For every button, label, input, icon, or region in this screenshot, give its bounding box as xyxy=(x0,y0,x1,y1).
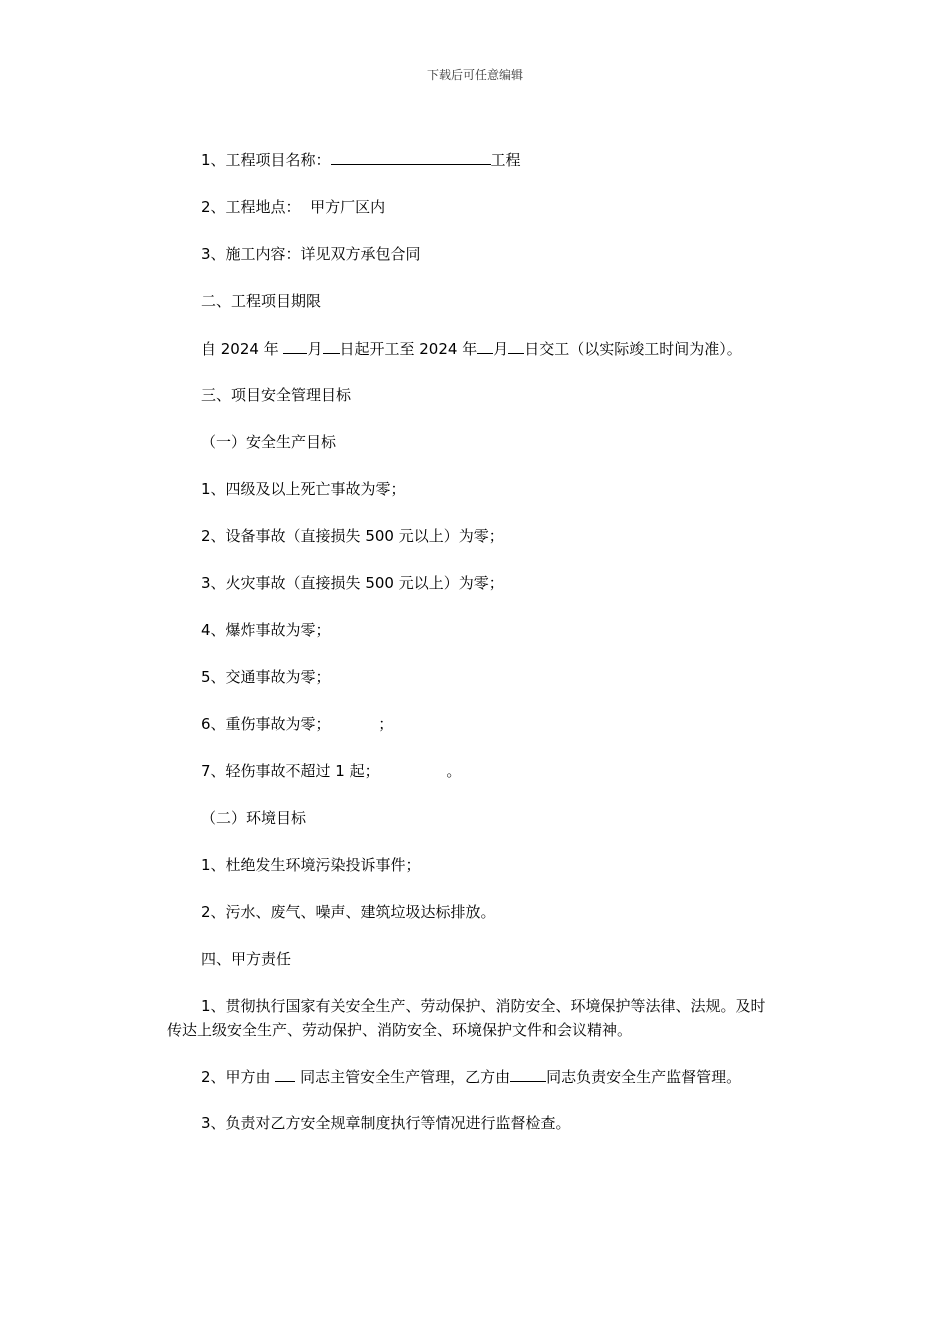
safety-goal-6: 6、重伤事故为零； ； xyxy=(201,715,394,733)
subheading-environment: （二）环境目标 xyxy=(201,809,307,827)
safety-goal-2: 2、设备事故（直接损失 500 元以上）为零； xyxy=(201,527,504,545)
end-month-blank xyxy=(477,336,493,354)
environment-goal-1: 1、杜绝发生环境污染投诉事件； xyxy=(201,856,421,874)
start-day-blank xyxy=(323,336,340,354)
safety-goal-1: 1、四级及以上死亡事故为零； xyxy=(201,480,406,498)
safety-goal-7: 7、轻伤事故不超过 1 起； 。 xyxy=(201,762,462,780)
environment-goal-2: 2、污水、废气、噪声、建筑垃圾达标排放。 xyxy=(201,903,496,921)
project-name-suffix: 工程 xyxy=(490,151,521,169)
section-heading-safety-goals: 三、项目安全管理目标 xyxy=(201,386,352,404)
section-heading-period: 二、工程项目期限 xyxy=(201,292,322,310)
project-name-line xyxy=(167,147,767,172)
subheading-safety-production: （一）安全生产目标 xyxy=(201,433,337,451)
party-a-duty-1: 1、贯彻执行国家有关安全生产、劳动保护、消防安全、环境保护等法律、法规。及时传达上级安全生产、劳动保护、消防安全、环境保护文件和会议精神。 xyxy=(167,997,766,1039)
end-day-blank xyxy=(508,336,524,354)
period-text-start: 自 2024 年 xyxy=(201,340,284,358)
duty2-text-end: 同志负责安全生产监督管理。 xyxy=(546,1068,742,1086)
safety-goal-3: 3、火灾事故（直接损失 500 元以上）为零； xyxy=(201,574,504,592)
period-text-mid: 日起开工至 2024 年 xyxy=(339,340,478,358)
start-month-blank xyxy=(283,336,307,354)
period-text-month: 月 xyxy=(307,340,323,358)
document-body xyxy=(167,147,767,1158)
page-header-note: 下载后可任意编辑 xyxy=(426,68,523,82)
period-text-month2: 月 xyxy=(493,340,509,358)
safety-goal-5: 5、交通事故为零； xyxy=(201,668,331,686)
party-a-duty-3: 3、负责对乙方安全规章制度执行等情况进行监督检查。 xyxy=(201,1114,571,1132)
project-name-label: 1、工程项目名称： xyxy=(201,151,331,169)
duty2-text-mid: 同志主管安全生产管理，乙方由 xyxy=(295,1068,511,1086)
project-period-line xyxy=(167,336,767,361)
party-a-duty-2 xyxy=(167,1064,767,1089)
duty2-text-start: 2、甲方由 xyxy=(201,1068,276,1086)
project-location-line: 2、工程地点： 甲方厂区内 xyxy=(201,198,386,216)
party-b-manager-blank xyxy=(510,1064,546,1082)
section-heading-party-a: 四、甲方责任 xyxy=(201,950,292,968)
project-name-blank xyxy=(331,147,491,165)
construction-content-line: 3、施工内容：详见双方承包合同 xyxy=(201,245,421,263)
safety-goal-4: 4、爆炸事故为零； xyxy=(201,621,331,639)
period-text-end: 日交工（以实际竣工时间为准）。 xyxy=(524,340,742,358)
party-a-manager-blank xyxy=(275,1064,295,1082)
